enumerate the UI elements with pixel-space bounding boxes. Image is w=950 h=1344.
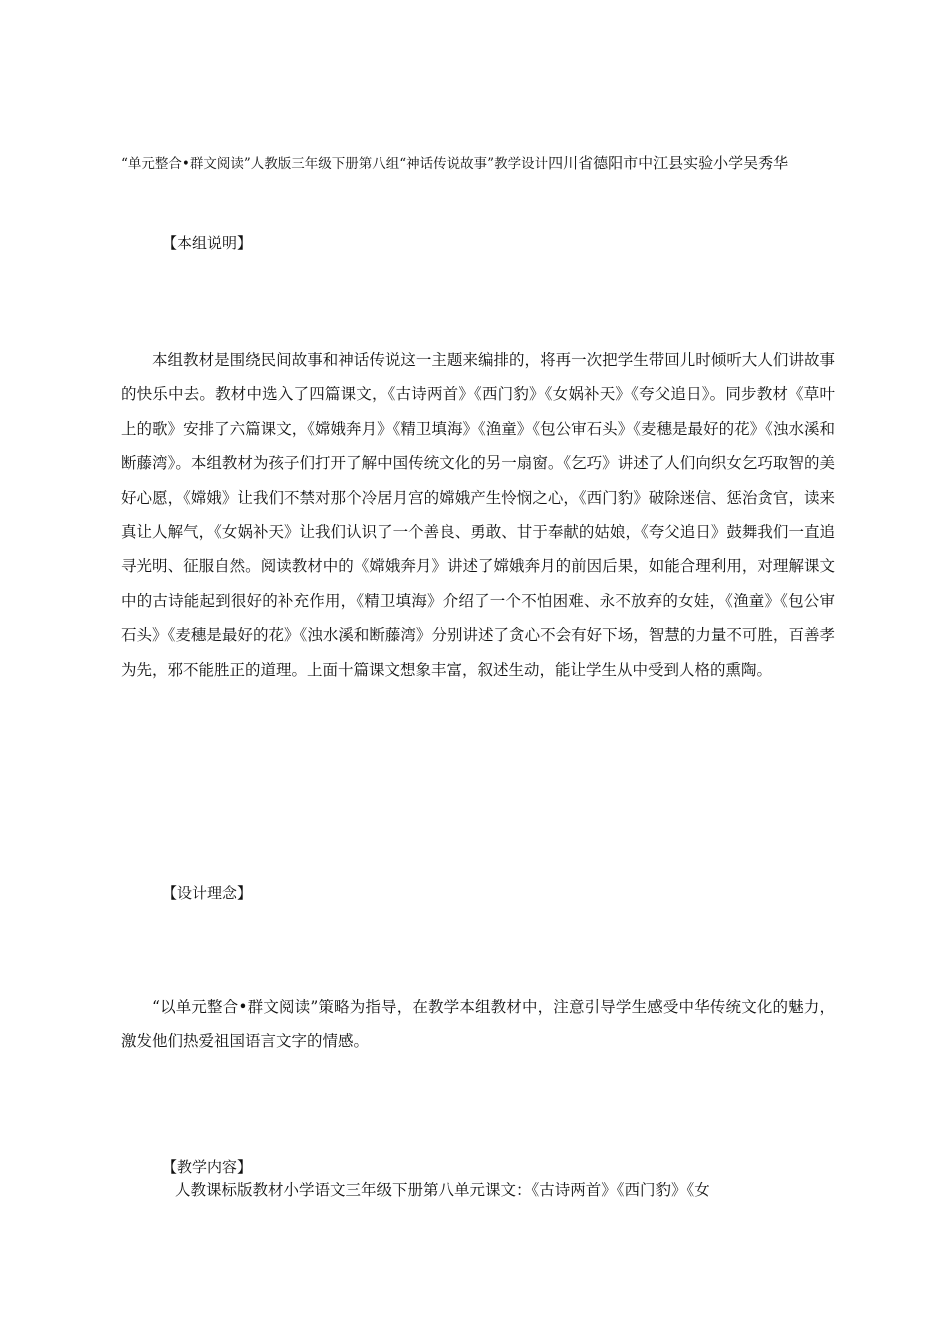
title-author: 四川省德阳市中江县实验小学吴秀华	[548, 154, 789, 172]
section-heading-group-description: 【本组说明】	[162, 234, 253, 252]
section-heading-teaching-content: 【教学内容】	[162, 1158, 253, 1176]
section-heading-design-concept: 【设计理念】	[162, 884, 253, 902]
section-body-group-description	[121, 343, 835, 687]
paragraph: 本组教材是围绕民间故事和神话传说这一主题来编排的，将再一次把学生带回儿时倾听大人们讲故事的快乐中去。教材中选入了四篇课文，《古诗两首》《西门豹》《女娲补天》《夸父追日》。同步教材《草叶上的歌》安排了六篇课文，《嫦娥奔月》《精卫填海》《渔童》《包公审石头》《麦穗是最好的花》《浊水溪和断藤湾》。本组教材为孩子们打开了解中国传统文化的另一扇窗。《乞巧》讲述了人们向织女乞巧取智的美好心愿，《嫦娥》让我们不禁对那个冷居月宫的嫦娥产生怜悯之心，《西门豹》破除迷信、惩治贪官，读来真让人解气，《女娲补天》让我们认识了一个善良、勇敢、甘于奉献的姑娘，《夸父追日》鼓舞我们一直追寻光明、征服自然。阅读教材中的《嫦娥奔月》讲述了嫦娥奔月的前因后果，如能合理利用，对理解课文中的古诗能起到很好的补充作用，《精卫填海》介绍了一个不怕困难、永不放弃的女娃，《渔童》《包公审石头》《麦穗是最好的花》《浊水溪和断藤湾》分别讲述了贪心不会有好下场，智慧的力量不可胜，百善孝为先，邪不能胜正的道理。上面十篇课文想象丰富，叙述生动，能让学生从中受到人格的熏陶。	[121, 351, 835, 679]
section-body-teaching-content: 人教课标版教材小学语文三年级下册第八单元课文：《古诗两首》《西门豹》《女	[175, 1181, 710, 1199]
section-body-design-concept	[121, 990, 835, 1059]
title-main: “单元整合•群文阅读”人教版三年级下册第八组“神话传说故事”教学设计	[121, 156, 549, 172]
document-title	[121, 151, 841, 176]
paragraph: “以单元整合•群文阅读”策略为指导，在教学本组教材中，注意引导学生感受中华传统文化的魅力，激发他们热爱祖国语言文字的情感。	[121, 998, 835, 1051]
